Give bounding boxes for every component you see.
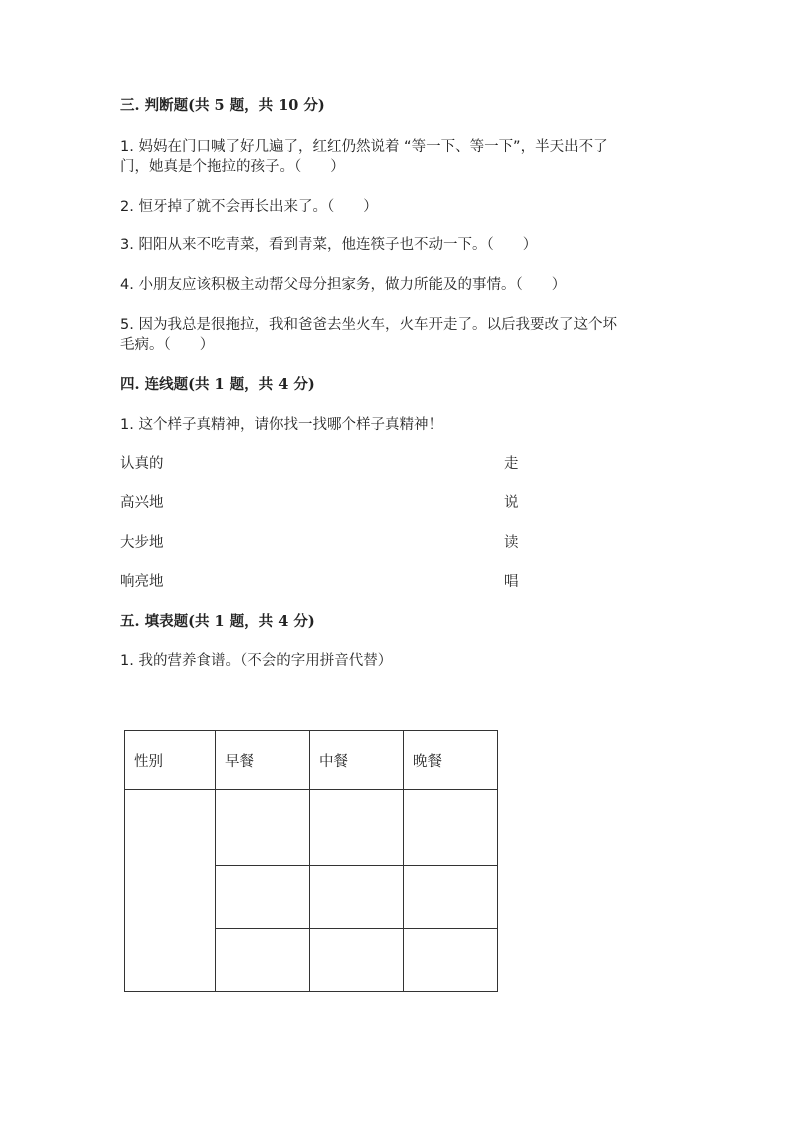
match-left-item: 响亮地 xyxy=(120,574,164,590)
breakfast-cell[interactable] xyxy=(216,866,310,929)
table-row xyxy=(125,790,498,866)
judge-question-5-line-1: 5. 因为我总是很拖拉，我和爸爸去坐火车，火车开走了。以后我要改了这个坏 xyxy=(120,317,617,333)
judge-question-1-line-1: 1. 妈妈在门口喊了好几遍了，红红仍然说着 “等一下、等一下”，半天出不了 xyxy=(120,139,608,155)
table-header-lunch: 中餐 xyxy=(310,731,404,790)
match-right-item: 说 xyxy=(504,495,519,511)
match-right-item: 读 xyxy=(504,535,519,551)
match-right-item: 唱 xyxy=(504,574,519,590)
dinner-cell[interactable] xyxy=(404,790,498,866)
match-right-item: 走 xyxy=(504,456,519,472)
lunch-cell[interactable] xyxy=(310,790,404,866)
match-left-item: 认真的 xyxy=(120,456,164,472)
match-left-item: 高兴地 xyxy=(120,495,164,511)
judge-question-5-line-2: 毛病。（ ） xyxy=(120,337,215,353)
table-header-gender: 性别 xyxy=(125,731,216,790)
dinner-cell[interactable] xyxy=(404,866,498,929)
dinner-cell[interactable] xyxy=(404,929,498,992)
section-heading-match: 四. 连线题(共 1 题，共 4 分) xyxy=(120,376,315,393)
judge-question-4: 4. 小朋友应该积极主动帮父母分担家务，做力所能及的事情。（ ） xyxy=(120,277,567,293)
table-header-dinner: 晚餐 xyxy=(404,731,498,790)
judge-question-2: 2. 恒牙掉了就不会再长出来了。（ ） xyxy=(120,199,378,215)
section-heading-table: 五. 填表题(共 1 题，共 4 分) xyxy=(120,613,315,630)
breakfast-cell[interactable] xyxy=(216,929,310,992)
match-left-item: 大步地 xyxy=(120,535,164,551)
gender-cell[interactable] xyxy=(125,790,216,992)
judge-question-1-line-2: 门，她真是个拖拉的孩子。（ ） xyxy=(120,159,345,175)
section-heading-judge: 三. 判断题(共 5 题，共 10 分) xyxy=(120,97,325,114)
table-question-1: 1. 我的营养食谱。（不会的字用拼音代替） xyxy=(120,653,393,669)
breakfast-cell[interactable] xyxy=(216,790,310,866)
table-header-row xyxy=(125,731,498,790)
match-question-1: 1. 这个样子真精神，请你找一找哪个样子真精神！ xyxy=(120,417,443,433)
lunch-cell[interactable] xyxy=(310,866,404,929)
lunch-cell[interactable] xyxy=(310,929,404,992)
judge-question-3: 3. 阳阳从来不吃青菜，看到青菜，他连筷子也不动一下。（ ） xyxy=(120,237,538,253)
nutrition-menu-table xyxy=(124,730,498,992)
table-header-breakfast: 早餐 xyxy=(216,731,310,790)
